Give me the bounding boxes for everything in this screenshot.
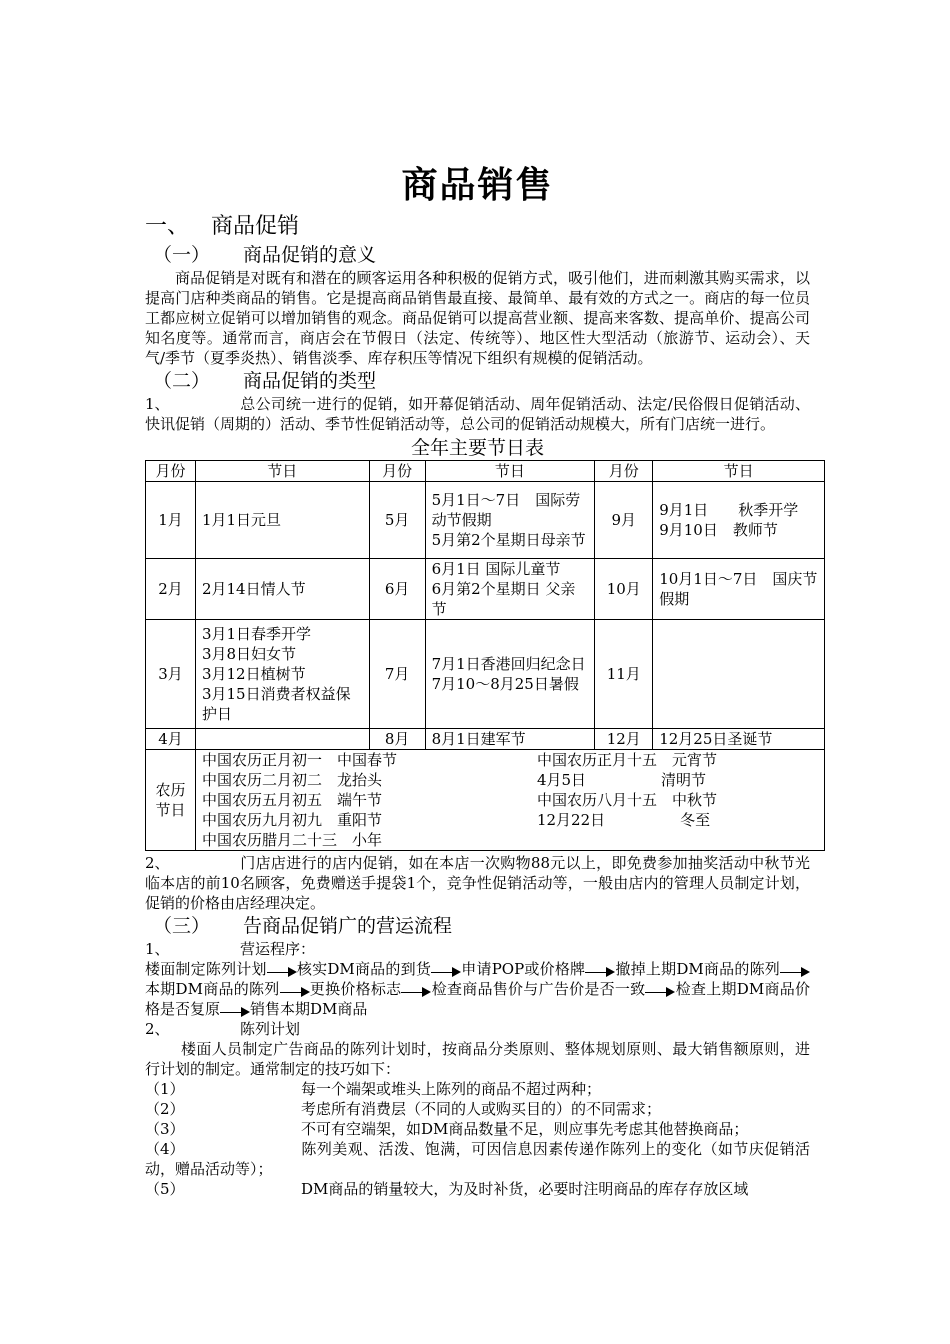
- lunar-entry: 中国农历腊月二十三 小年: [201, 831, 382, 849]
- table-header-row: [146, 461, 825, 482]
- subsection-heading-types: [145, 368, 810, 394]
- list-text: 总公司统一进行的促销，如开幕促销活动、周年促销活动、法定/民俗假日促销活动、快讯促销（周期的）活动、季节性促销活动等，总公司的促销活动规模大，所有门店统一进行。: [145, 395, 810, 433]
- holiday-entry: 3月15日消费者权益保护日: [201, 685, 351, 723]
- month-cell: 4月: [146, 729, 196, 750]
- tip-item: [145, 1079, 810, 1099]
- tip-item: [145, 1139, 810, 1179]
- list-text: 门店店进行的店内促销，如在本店一次购物88元以上，即免费参加抽奖活动中秋节光临本店的前10名顾客，免费赠送手提袋1个，竞争性促销活动等，一般由店内的管理人员制定计划，促销的价格由店经理决定。: [145, 854, 810, 912]
- holiday-entry: 5月1日～7日 国际劳动节假期: [431, 491, 581, 529]
- arrow-icon: [645, 984, 675, 996]
- header-month: 月份: [369, 461, 425, 482]
- holiday-cell: [653, 559, 825, 620]
- arrow-icon: [585, 964, 615, 976]
- arrow-icon: [267, 964, 297, 976]
- lunar-entry: 中国农历八月十五 中秋节: [536, 791, 717, 809]
- month-cell: 5月: [369, 482, 425, 559]
- arrow-icon: [220, 1004, 250, 1016]
- tip-number: （4）: [145, 1140, 185, 1158]
- holiday-cell: [195, 729, 369, 750]
- holiday-cell: [425, 559, 595, 620]
- header-holiday: 节日: [425, 461, 595, 482]
- holiday-cell: [653, 620, 825, 729]
- arrow-icon: [401, 984, 431, 996]
- header-holiday: 节日: [653, 461, 825, 482]
- list-number: 1、: [145, 395, 170, 413]
- list-text: 营运程序：: [240, 940, 316, 958]
- holiday-entry: 5月第2个星期日母亲节: [431, 531, 586, 549]
- holiday-entry: 3月12日植树节: [201, 665, 306, 683]
- subsection-heading-meaning: [145, 242, 810, 268]
- list-item-store-promotion: [145, 853, 810, 913]
- holiday-entry: 10月1日～7日 国庆节假期: [659, 570, 818, 608]
- document-title: 商品销售: [401, 164, 554, 206]
- header-holiday: 节日: [195, 461, 369, 482]
- holiday-entry: 9月10日 教师节: [659, 521, 778, 539]
- month-cell: 3月: [146, 620, 196, 729]
- table-row: [146, 729, 825, 750]
- tips-list: [145, 1079, 810, 1199]
- lunar-entry: [537, 830, 818, 850]
- list-number: 1、: [145, 940, 170, 958]
- flow-step: 楼面制定陈列计划: [145, 960, 267, 978]
- subsection-number: （一）: [153, 244, 211, 266]
- tip-item: [145, 1119, 810, 1139]
- holiday-entry: 6月第2个星期日 父亲节: [431, 580, 576, 618]
- list-text: 陈列计划: [240, 1020, 301, 1038]
- subsection-heading-process: [145, 913, 810, 939]
- holiday-table: [145, 460, 825, 851]
- holiday-cell: [195, 482, 369, 559]
- arrow-icon: [280, 984, 310, 996]
- holiday-entry: 6月1日 国际儿童节: [431, 560, 561, 578]
- holiday-cell: [195, 620, 369, 729]
- flow-step: 撤掉上期DM商品的陈列: [615, 960, 780, 978]
- lunar-holidays-cell: [195, 750, 824, 851]
- flow-step: 申请POP或价格牌: [461, 960, 586, 978]
- process-flow: [145, 959, 810, 1019]
- lunar-entry: 4月5日 清明节: [536, 771, 707, 789]
- tip-text: DM商品的销量较大，为及时补货，必要时注明商品的库存存放区域: [301, 1180, 749, 1198]
- document-page: [145, 160, 818, 1199]
- arrow-icon: [431, 964, 461, 976]
- month-cell: 8月: [369, 729, 425, 750]
- display-plan-heading: [145, 1019, 810, 1039]
- flow-step: 本期DM商品的陈列: [145, 980, 280, 998]
- holiday-entry: 2月14日情人节: [201, 580, 306, 598]
- holiday-entry: 9月1日 秋季开学: [659, 501, 799, 519]
- month-cell: 12月: [595, 729, 653, 750]
- table-row: [146, 559, 825, 620]
- holiday-cell: [425, 729, 595, 750]
- table-row: [146, 482, 825, 559]
- section-number: 一、: [145, 214, 190, 239]
- holiday-cell: [195, 559, 369, 620]
- lunar-entry: 中国农历九月初九 重阳节: [201, 811, 382, 829]
- lunar-entry: 12月22日 冬至: [536, 811, 711, 829]
- tip-text: 考虑所有消费层（不同的人或购买目的）的不同需求；: [301, 1100, 662, 1118]
- holiday-cell: [653, 482, 825, 559]
- section-heading-promotion: [145, 212, 810, 242]
- paragraph-meaning: 商品促销是对既有和潜在的顾客运用各种积极的促销方式，吸引他们，进而刺激其购买需求，以提高门店种类商品的销售。它是提高商品销售最直接、最简单、最有效的方式之一。商店的每一位员工都应树立促销可以增加销售的观念。商品促销可以提高营业额、提高来客数、提高单价、提高公司知名度等。通常而言，商店会在节假日（法定、传统等）、地区性大型活动（旅游节、运动会）、天气/季节（夏季炎热）、销售淡季、库存积压等情况下组织有规模的促销活动。: [145, 269, 810, 367]
- lunar-entry: 中国农历五月初五 端午节: [201, 791, 382, 809]
- holiday-cell: [425, 620, 595, 729]
- holiday-entry: 3月8日妇女节: [201, 645, 297, 663]
- tip-item: [145, 1099, 810, 1119]
- tip-number: （1）: [145, 1080, 185, 1098]
- flow-step: 检查上期DM商品价格是否复原: [145, 980, 810, 1018]
- flow-step: 核实DM商品的到货: [296, 960, 432, 978]
- lunar-row: [146, 750, 825, 851]
- flow-step: 更换价格标志: [309, 980, 402, 998]
- list-number: 2、: [145, 854, 170, 872]
- holiday-cell: [425, 482, 595, 559]
- tip-number: （3）: [145, 1120, 185, 1138]
- header-month: 月份: [146, 461, 196, 482]
- flow-step: 检查商品售价与广告价是否一致: [431, 980, 646, 998]
- tip-number: （5）: [145, 1180, 185, 1198]
- subsection-number: （三）: [153, 915, 211, 937]
- holiday-cell: [653, 729, 825, 750]
- holiday-entry: 7月1日香港回归纪念日: [431, 655, 586, 673]
- month-cell: 9月: [595, 482, 653, 559]
- month-cell: 6月: [369, 559, 425, 620]
- lunar-entry: 中国农历二月初二 龙抬头: [201, 771, 382, 789]
- month-cell: 2月: [146, 559, 196, 620]
- table-row: [146, 620, 825, 729]
- subsection-number: （二）: [153, 370, 211, 392]
- holiday-entry: 8月1日建军节: [431, 730, 526, 748]
- month-cell: 10月: [595, 559, 653, 620]
- tip-number: （2）: [145, 1100, 185, 1118]
- tip-text: 每一个端架或堆头上陈列的商品不超过两种；: [301, 1080, 602, 1098]
- lunar-entry: 中国农历正月初一 中国春节: [201, 751, 397, 769]
- lunar-entry: 中国农历正月十五 元宵节: [536, 751, 717, 769]
- arrow-icon: [780, 964, 810, 976]
- subsection-title: 告商品促销广的营运流程: [243, 915, 453, 937]
- holiday-entry: 7月10～8月25日暑假: [431, 675, 579, 693]
- tip-text: 不可有空端架，如DM商品数量不足，则应事先考虑其他替换商品；: [301, 1120, 749, 1138]
- tip-text: 陈列美观、活泼、饱满，可因信息因素传递作陈列上的变化（如节庆促销活动，赠品活动等）；: [145, 1140, 810, 1178]
- month-cell: 7月: [369, 620, 425, 729]
- subsection-title: 商品促销的类型: [243, 370, 377, 392]
- list-number: 2、: [145, 1020, 170, 1038]
- table-caption: 全年主要节日表: [410, 437, 544, 459]
- holiday-entry: 3月1日春季开学: [201, 625, 312, 643]
- section-title: 商品促销: [211, 214, 300, 239]
- tip-item: [145, 1179, 810, 1199]
- holiday-entry: 12月25日圣诞节: [659, 730, 773, 748]
- list-item-hq-promotion: [145, 394, 810, 434]
- header-month: 月份: [595, 461, 653, 482]
- flow-step: 销售本期DM商品: [250, 1000, 368, 1018]
- subsection-title: 商品促销的意义: [243, 244, 377, 266]
- month-cell: 11月: [595, 620, 653, 729]
- holiday-entry: 1月1日元旦: [201, 511, 282, 529]
- month-cell: 1月: [146, 482, 196, 559]
- procedure-heading: [145, 939, 810, 959]
- paragraph-display-plan: 楼面人员制定广告商品的陈列计划时，按商品分类原则、整体规划原则、最大销售额原则，进行计划的制定。通常制定的技巧如下：: [145, 1040, 810, 1078]
- lunar-label: 农历节日: [146, 750, 196, 851]
